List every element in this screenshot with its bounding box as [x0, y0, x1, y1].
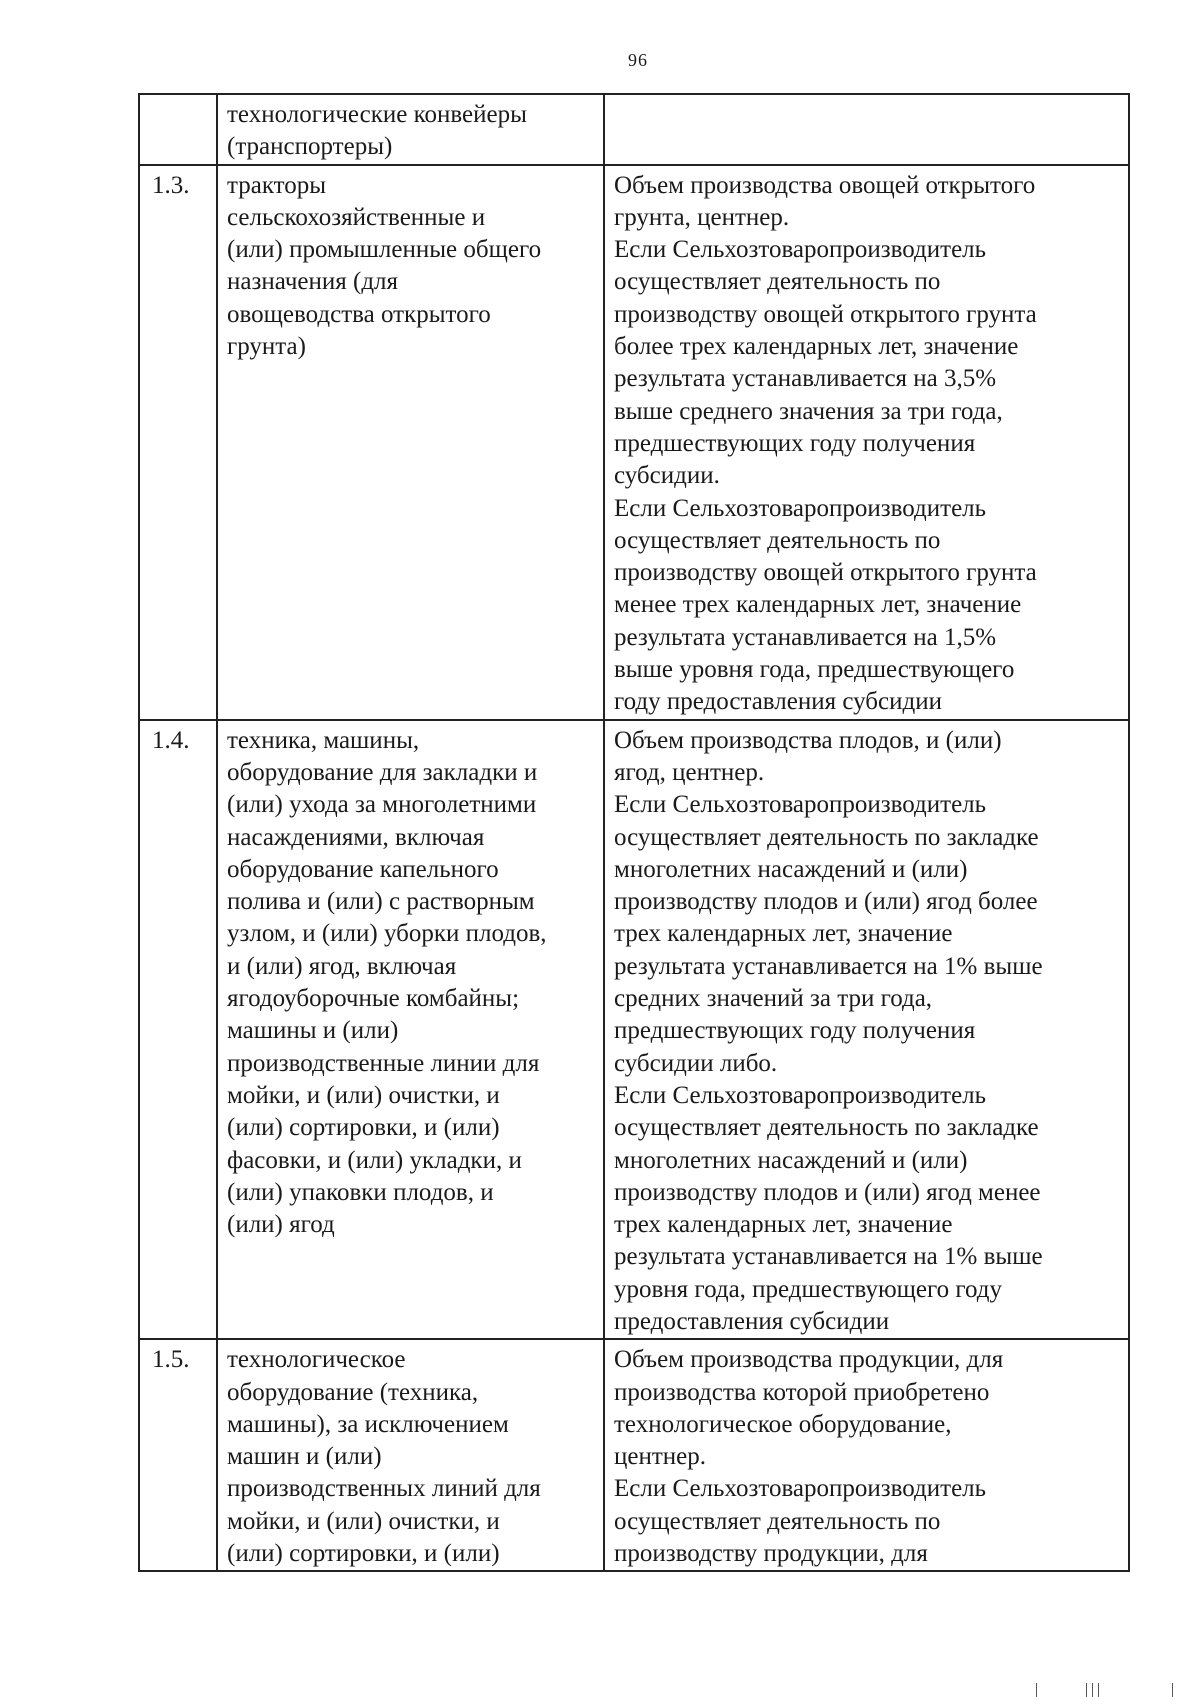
result-cell: Объем производства продукции, для производства которой приобретено технологическое оборудование, центнер. Если Сельхозтоваропроизводитель осуществляет деятельность по производству продукции, для [604, 1339, 1129, 1571]
table-row [139, 1339, 1129, 1571]
scan-mark [1086, 1683, 1087, 1697]
document-table-container [138, 93, 1128, 1572]
row-number-cell: 1.3. [139, 165, 217, 720]
result-cell: Объем производства плодов, и (или) ягод, центнер. Если Сельхозтоваропроизводитель осуществляет деятельность по закладке многолетних насаждений и (или) производству плодов и (или) ягод более трех календарных лет, значение результата устанавливается на 1% выше средних значений за три года, предшествующих году получения субсидии либо. Если Сельхозтоваропроизводитель осуществляет деятельность по закладке многолетних насаждений и (или) производству плодов и (или) ягод менее трех календарных лет, значение результата устанавливается на 1% выше уровня года, предшествующего году предоставления субсидии [604, 720, 1129, 1340]
equipment-cell: тракторы сельскохозяйственные и (или) промышленные общего назначения (для овощеводства открытого грунта) [217, 165, 604, 720]
document-table [138, 93, 1130, 1572]
equipment-cell: технологические конвейеры (транспортеры) [217, 94, 604, 165]
scan-mark [1172, 1683, 1173, 1697]
page-number: 96 [628, 50, 648, 70]
table-row [139, 165, 1129, 720]
equipment-cell: технологическое оборудование (техника, машины), за исключением машин и (или) производственных линий для мойки, и (или) очистки, и (или) сортировки, и (или) [217, 1339, 604, 1571]
result-cell: Объем производства овощей открытого грунта, центнер. Если Сельхозтоваропроизводитель осуществляет деятельность по производству овощей открытого грунта более трех календарных лет, значение результата устанавливается на 3,5% выше среднего значения за три года, предшествующих году получения субсидии. Если Сельхозтоваропроизводитель осуществляет деятельность по производству овощей открытого грунта менее трех календарных лет, значение результата устанавливается на 1,5% выше уровня года, предшествующего году предоставления субсидии [604, 165, 1129, 720]
row-number-cell: 1.4. [139, 720, 217, 1340]
table-row [139, 720, 1129, 1340]
row-number-cell: 1.5. [139, 1339, 217, 1571]
equipment-cell: техника, машины, оборудование для закладки и (или) ухода за многолетними насаждениями, включая оборудование капельного полива и (или) с растворным узлом, и (или) уборки плодов, и (или) ягод, включая ягодоуборочные комбайны; машины и (или) производственные линии для мойки, и (или) очистки, и (или) сортировки, и (или) фасовки, и (или) укладки, и (или) упаковки плодов, и (или) ягод [217, 720, 604, 1340]
scan-mark [1036, 1683, 1037, 1697]
scan-mark [1092, 1683, 1093, 1697]
table-row [139, 94, 1129, 165]
scan-mark [1098, 1683, 1099, 1697]
scan-artifact-marks [0, 1683, 1200, 1697]
row-number-cell [139, 94, 217, 165]
result-cell [604, 94, 1129, 165]
